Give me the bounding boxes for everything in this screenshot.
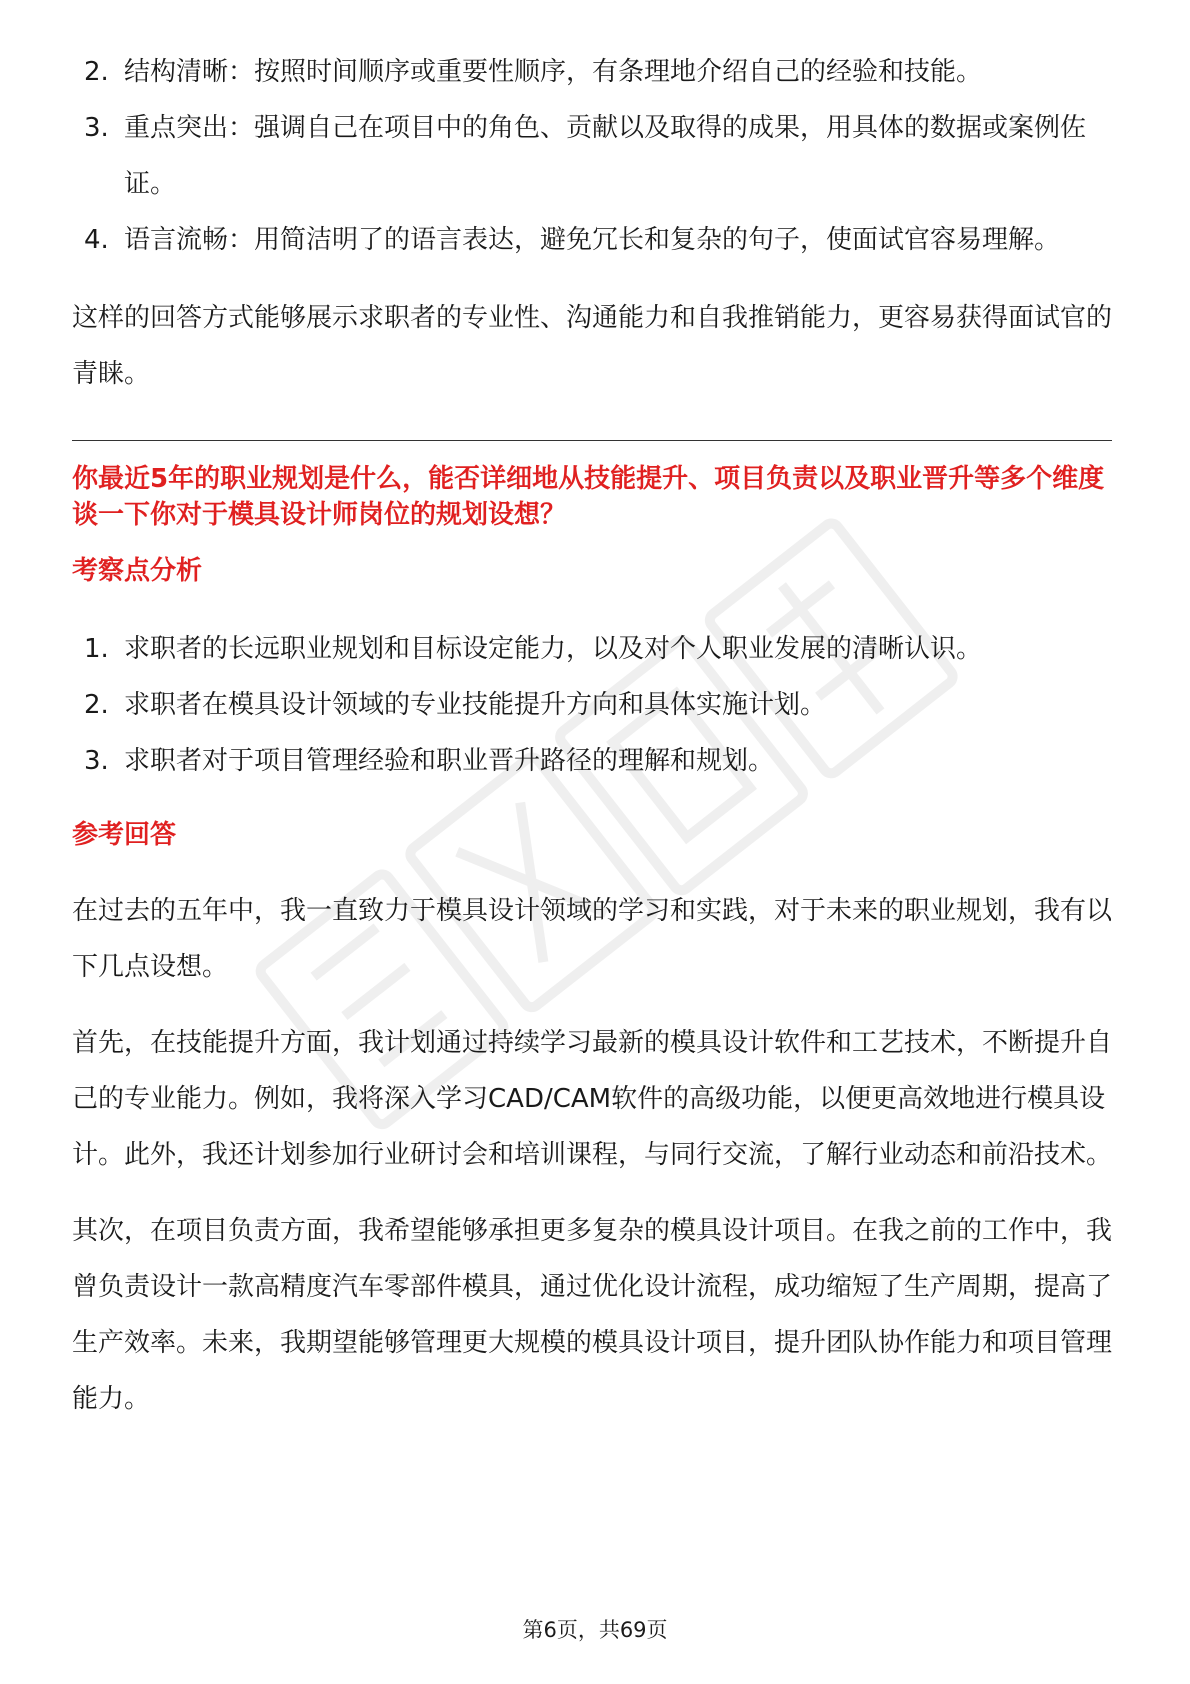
answer-paragraph: 首先，在技能提升方面，我计划通过持续学习最新的模具设计软件和工艺技术，不断提升自己的专业能力。例如，我将深入学习CAD/CAM软件的高级功能，以便更高效地进行模具设计。此外，我还计划参加行业研讨会和培训课程，与同行交流，了解行业动态和前沿技术。: [72, 1028, 1113, 1170]
list-text: 语言流畅：用简洁明了的语言表达，避免冗长和复杂的句子，使面试官容易理解。: [124, 225, 1061, 255]
answer-paragraph: 在过去的五年中，我一直致力于模具设计领域的学习和实践，对于未来的职业规划，我有以下几点设想。: [72, 896, 1113, 982]
list-item: [72, 733, 1112, 789]
list-text: 求职者在模具设计领域的专业技能提升方向和具体实施计划。: [124, 690, 827, 720]
question-heading: 你最近5年的职业规划是什么，能否详细地从技能提升、项目负责以及职业晋升等多个维度谈一下你对于模具设计师岗位的规划设想？: [72, 464, 1105, 530]
list-item: [72, 44, 1112, 100]
list-text: 结构清晰：按照时间顺序或重要性顺序，有条理地介绍自己的经验和技能。: [124, 57, 983, 87]
list-number: 3.: [84, 746, 109, 776]
page-footer: 第6页，共69页: [522, 1618, 668, 1642]
list-item: [72, 677, 1112, 733]
criteria-list: [72, 44, 1112, 268]
list-item: [72, 621, 1112, 677]
list-text: 求职者的长远职业规划和目标设定能力，以及对个人职业发展的清晰认识。: [124, 634, 983, 664]
list-number: 4.: [84, 225, 109, 255]
list-item: [72, 100, 1112, 212]
page-content: [72, 44, 1112, 1427]
list-item: [72, 212, 1112, 268]
list-number: 3.: [84, 113, 109, 143]
analysis-list: [72, 621, 1112, 789]
list-text: 求职者对于项目管理经验和职业晋升路径的理解和规划。: [124, 746, 775, 776]
answer-paragraph: 其次，在项目负责方面，我希望能够承担更多复杂的模具设计项目。在我之前的工作中，我曾负责设计一款高精度汽车零部件模具，通过优化设计流程，成功缩短了生产周期，提高了生产效率。未来，我期望能够管理更大规模的模具设计项目，提升团队协作能力和项目管理能力。: [72, 1216, 1113, 1414]
summary-paragraph: 这样的回答方式能够展示求职者的专业性、沟通能力和自我推销能力，更容易获得面试官的青睐。: [72, 303, 1113, 389]
list-text: 重点突出：强调自己在项目中的角色、贡献以及取得的成果，用具体的数据或案例佐证。: [124, 113, 1087, 199]
list-number: 1.: [84, 634, 109, 664]
list-number: 2.: [84, 57, 109, 87]
section-divider: [72, 440, 1112, 441]
reference-heading: 参考回答: [72, 820, 177, 850]
analysis-heading: 考察点分析: [72, 556, 203, 586]
list-number: 2.: [84, 690, 109, 720]
